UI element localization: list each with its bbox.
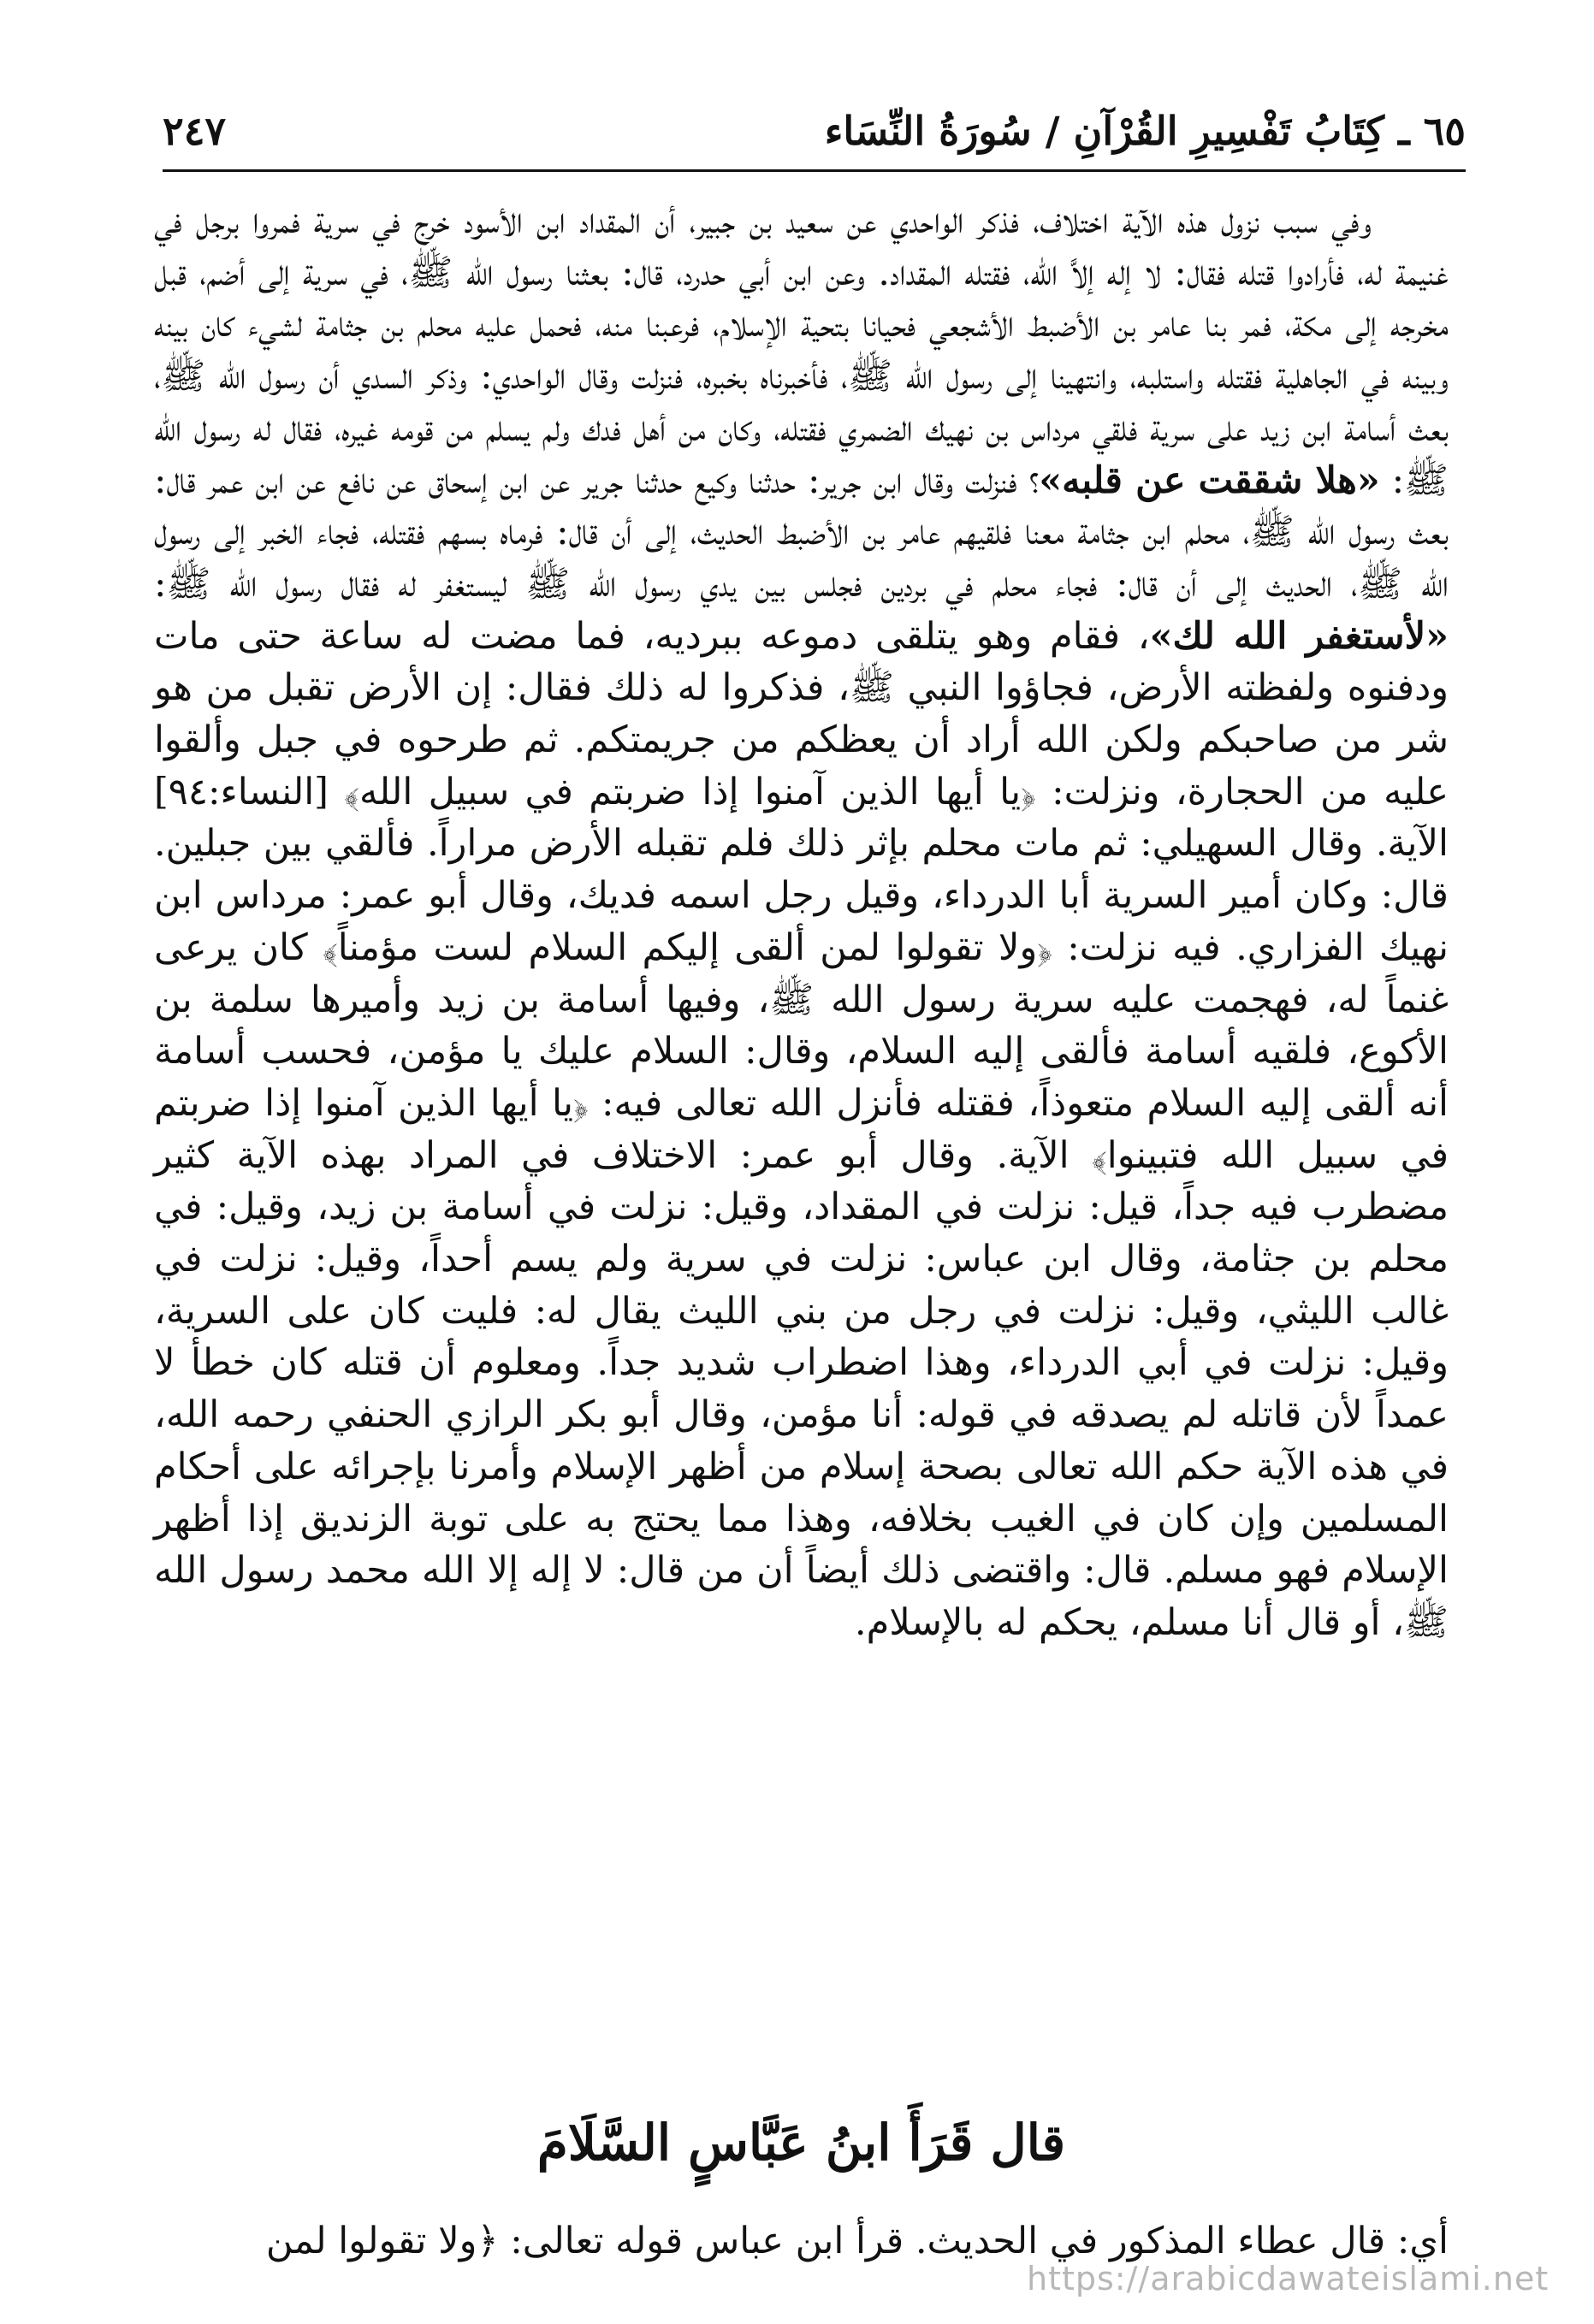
- running-title: ٦٥ ـ كِتَابُ تَفْسِيرِ القُرْآنِ / سُورَةُ النِّسَاء: [824, 108, 1466, 154]
- section-heading: قال قَرَأَ ابنُ عَبَّاسٍ السَّلَامَ: [536, 2114, 1066, 2172]
- watermark-url: https://arabicdawateislami.net: [1027, 2260, 1550, 2297]
- text-segment-3: ، فقام وهو يتلقى دموعه ببرديه، فما مضت له ساعة حتى مات ودفنوه ولفظته الأرض، فجاؤوا النبي ﷺ، فذكروا له ذلك فقال: إن الأرض تقبل من هو شر من صاحبكم ولكن الله أراد أن يعظكم من جريمتكم. ثم طرحوه في جبل وألقوا عليه من الحجارة، ونزلت: ﴿يا أيها الذين آمنوا إذا ضربتم في سبيل الله﴾ [النساء:٩٤] الآية. وقال السهيلي: ثم مات محلم بإثر ذلك فلم تقبله الأرض مراراً. فألقي بين جبلين. قال: وكان أمير السرية أبا الدرداء، وقيل رجل اسمه فديك، وقال أبو عمر: مرداس ابن نهيك الفزاري. فيه نزلت: ﴿ولا تقولوا لمن ألقى إليكم السلام لست مؤمناً﴾ كان يرعى غنماً له، فهجمت عليه سرية رسول الله ﷺ، وفيها أسامة بن زيد وأميرها سلمة بن الأكوع، فلقيه أسامة فألقى إليه السلام، وقال: السلام عليك يا مؤمن، فحسب أسامة أنه ألقى إليه السلام متعوذاً، فقتله فأنزل الله تعالى فيه: ﴿يا أيها الذين آمنوا إذا ضربتم في سبيل الله فتبينوا﴾ الآية. وقال أبو عمر: الاختلاف في المراد بهذه الآية كثير مضطرب فيه جداً، قيل: نزلت في المقداد، وقيل: نزلت في أسامة بن زيد، وقيل: في محلم بن جثامة، وقال ابن عباس: نزلت في سرية ولم يسم أحداً، وقيل: نزلت في غالب الليثي، وقيل: نزلت في رجل من بني الليث يقال له: فليت كان على السرية، وقيل: نزلت في أبي الدرداء، وهذا اضطراب شديد جداً. ومعلوم أن قتله كان خطأ لا عمداً لأن قاتله لم يصدقه في قوله: أنا مؤمن، وقال أبو بكر الرازي الحنفي رحمه الله، في هذه الآية حكم الله تعالى بصحة إسلام من أظهر الإسلام وأمرنا بإجرائه على أحكام المسلمين وإن كان في الغيب بخلافه، وهذا مما يحتج به على توبة الزنديق إذا أظهر الإسلام فهو مسلم. قال: واقتضى ذلك أيضاً أن من قال: لا إله إلا الله محمد رسول الله ﷺ، أو قال أنا مسلم، يحكم له بالإسلام.: [154, 614, 1449, 1644]
- hadith-quote-2: «لأستغفر الله لك»: [1149, 614, 1449, 658]
- text-segment-1: وفي سبب نزول هذه الآية اختلاف، فذكر الواحدي عن سعيد بن جبير، أن المقداد ابن الأسود خرج في سرية فمروا برجل في غنيمة له، فأرادوا قتله فقال: لا إله إلاَّ الله، فقتله المقداد. وعن ابن أبي حدرد، قال: بعثنا رسول الله ﷺ، في سرية إلى أضم، قبل مخرجه إلى مكة، فمر بنا عامر بن الأضبط الأشجعي فحيانا بتحية الإسلام، فرعبنا منه، فحمل عليه محلم بن جثامة لشيء كان بينه وبينه في الجاهلية فقتله واستلبه، وانتهينا إلى رسول الله ﷺ، فأخبرناه بخبره، فنزلت وقال الواحدي: وذكر السدي أن رسول الله ﷺ، بعث أسامة ابن زيد على سرية فلقي مرداس بن نهيك الضمري فقتله، وكان من أهل فدك ولم يسلم من قومه غيره، فقال له رسول الله ﷺ:: [154, 199, 1449, 502]
- continuation-line: أي: قال عطاء المذكور في الحديث. قرأ ابن عباس قوله تعالى: ﴿ولا تقولوا لمن: [265, 2220, 1449, 2262]
- text-segment-2: ؟ فنزلت وقال ابن جرير: حدثنا وكيع حدثنا جرير عن ابن إسحاق عن نافع عن ابن عمر قال: بعث رسول الله ﷺ، محلم ابن جثامة معنا فلقيهم عامر بن الأضبط الحديث، إلى أن قال: فرماه بسهم فقتله، فجاء الخبر إلى رسول الله ﷺ، الحديث إلى أن قال: فجاء محلم في بردين فجلس بين يدي رسول الله ﷺ ليستغفر له فقال رسول الله ﷺ:: [154, 458, 1449, 606]
- commentary-paragraph: [154, 195, 1449, 1649]
- page-number: ٢٤٧: [163, 108, 227, 154]
- page-header: [163, 101, 1466, 172]
- hadith-quote-1: «هلا شققت عن قلبه»: [1039, 458, 1380, 502]
- commentary-body: [154, 195, 1449, 1649]
